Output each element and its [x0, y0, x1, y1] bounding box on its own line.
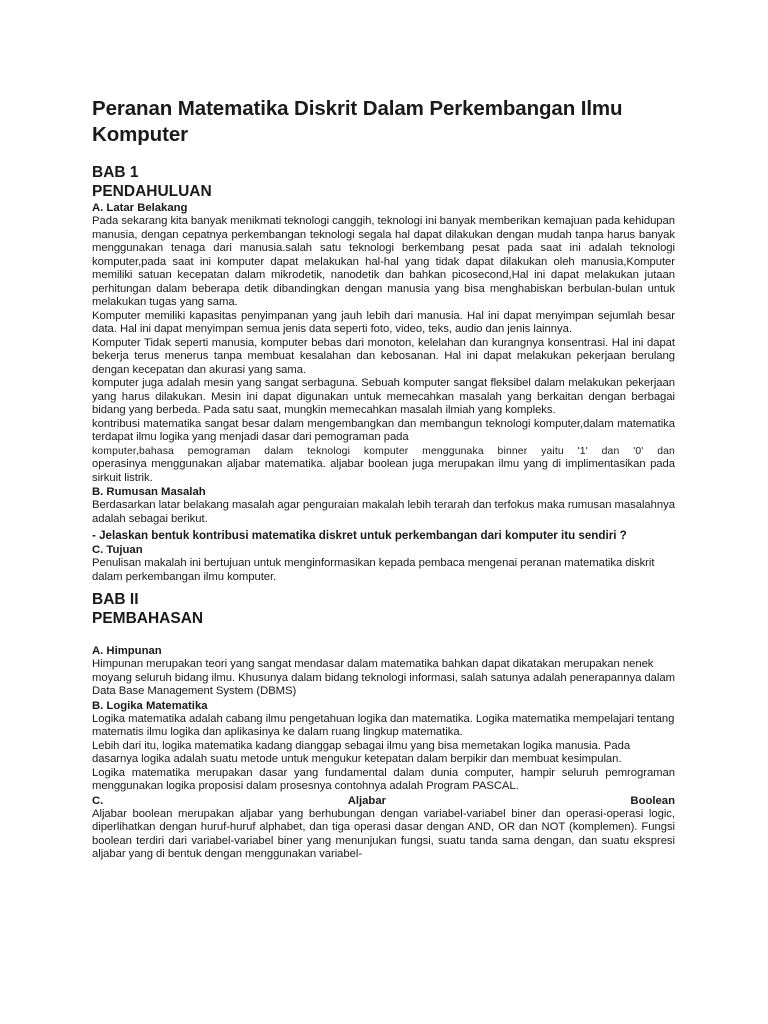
paragraph-5-part-2: komputer,bahasa pemograman dalam teknologi komputer menggunaka binner yaitu '1' dan '0' dan [92, 445, 675, 457]
himpunan-paragraph: Himpunan merupakan teori yang sangat mendasar dalam matematika bahkan dapat dikatakan merupakan nenek moyang seluruh bidang ilmu. Khusunya dalam bidang teknologi informasi, salah satunya adalah penerapannya dalam Data Base Management System (DBMS) [92, 658, 675, 697]
tujuan-paragraph: Penulisan makalah ini bertujuan untuk menginformasikan kepada pembaca mengenai peranan matematika diskrit dalam perkembangan ilmu komputer. [92, 557, 655, 583]
logika-paragraph-2: Lebih dari itu, logika matematika kadang dianggap sebagai ilmu yang bisa memetakan logika manusia. Pada dasarnya logika adalah suatu metode untuk mengukur ketepatan dalam berpikir dan membuat kesimpulan. [92, 739, 631, 765]
latar-belakang-paragraph-3: Komputer Tidak seperti manusia, komputer bebas dari monoton, kelelahan dan kurangnya konsentrasi. Hal ini dapat bekerja terus menerus tanpa membuat kesalahan dan kebosanan. Hal ini dapat melakukan pekerjaan berulang dengan kecepatan dan akurasi yang sama. [92, 336, 675, 376]
latar-belakang-paragraph-5 [92, 418, 675, 486]
latar-belakang-heading: A. Latar Belakang [92, 202, 188, 214]
bab2-number: BAB II [92, 591, 139, 608]
bab2-title: PEMBAHASAN [92, 610, 204, 627]
aljabar-boolean-paragraph: Aljabar boolean merupakan aljabar yang berhubungan dengan variabel-variabel biner dan operasi-operasi logic, diperlihatkan dengan huruf-huruf alphabet, dan tiga operasi dasar dengan AND, OR dan NOT (komplemen). Fungsi boolean terdiri dari variabel-variabel biner yang menunjukan fungsi, suatu tanda sama dengan, dan suatu ekspresi aljabar yang di bentuk dengan menggunakan variabel- [92, 807, 675, 860]
document-content [92, 96, 675, 862]
bab1-title: PENDAHULUAN [92, 183, 212, 200]
latar-belakang-paragraph-4: komputer juga adalah mesin yang sangat serbaguna. Sebuah komputer sangat fleksibel dalam melakukan pekerjaan yang harus dilakukan. Mesin ini dapat digunakan untuk memecahkan masalah yang berkaitan dengan berbagai bidang yang berbeda. Pada satu saat, mungkin memecahkan masalah ilmiah yang kompleks. [92, 377, 675, 416]
logika-paragraph-3: Logika matematika merupakan dasar yang fundamental dalam dunia computer, hampir seluruh pemrograman menggunakan logika proposisi dalam prosesnya contohnya adalah Program PASCAL. [92, 766, 675, 792]
rumusan-masalah-heading: B. Rumusan Masalah [92, 486, 206, 498]
boolean-heading-word: Boolean [630, 794, 675, 807]
rumusan-masalah-paragraph: Berdasarkan latar belakang masalah agar penguraian makalah lebih terarah dan terfokus maka rumusan masalahnya adalah sebagai berikut. [92, 499, 675, 525]
paragraph-5-part-1: kontribusi matematika sangat besar dalam mengembangkan dan membangun teknologi komputer,dalam matematika terdapat ilmu logika yang menjadi dasar dari pemograman pada [92, 417, 675, 443]
logika-paragraph-1: Logika matematika adalah cabang ilmu pengetahuan logika dan matematika. Logika matematika mempelajari tentang matematis ilmu logika dan aplikasinya ke dalam ruang lingkup matematika. [92, 712, 675, 738]
paragraph-5-part-3: operasinya menggunakan aljabar matematika. aljabar boolean juga merupakan ilmu yang di implimentasikan pada sirkuit listrik. [92, 458, 675, 484]
bab1-number: BAB 1 [92, 164, 139, 181]
aljabar-heading-letter: C. [92, 794, 104, 807]
document-title: Peranan Matematika Diskrit Dalam Perkembangan Ilmu Komputer [92, 97, 623, 146]
aljabar-heading-word: Aljabar [347, 794, 387, 807]
tujuan-heading: C. Tujuan [92, 544, 143, 556]
aljabar-boolean-heading [92, 794, 675, 808]
latar-belakang-paragraph-2: Komputer memiliki kapasitas penyimpanan yang jauh lebih dari manusia. Hal ini dapat menyimpan sejumlah besar data. Hal ini dapat menyimpan semua jenis data seperti foto, video, teks, audio dan jenis lainnya. [92, 309, 675, 335]
latar-belakang-paragraph-1: Pada sekarang kita banyak menikmati teknologi canggih, teknologi ini banyak memberikan kemajuan pada kehidupan manusia, dengan cepatnya perkembangan teknologi segala hal dapat dilakukan dengan mudah tanpa harus banyak menggunakan tenaga dari manusia.salah satu teknologi berkembang pesat pada saat ini adalah teknologi komputer,pada saat ini komputer dapat melakukan hal-hal yang tidak dapat dilakukan oleh manusia,Komputer memiliki satuan kecepatan dalam mikrodetik, nanodetik dan bahkan picosecond,Hal ini dapat melakukan jutaan perhitungan dalam beberapa detik dibandingkan dengan manusia yang bisa menghabiskan berbulan-bulan untuk melakukan tugas yang sama. [92, 215, 675, 308]
logika-heading: B. Logika Matematika [92, 699, 208, 712]
rumusan-masalah-question: - Jelaskan bentuk kontribusi matematika diskret untuk perkembangan dari komputer itu sendiri ? [92, 529, 627, 542]
himpunan-heading: A. Himpunan [92, 645, 162, 657]
